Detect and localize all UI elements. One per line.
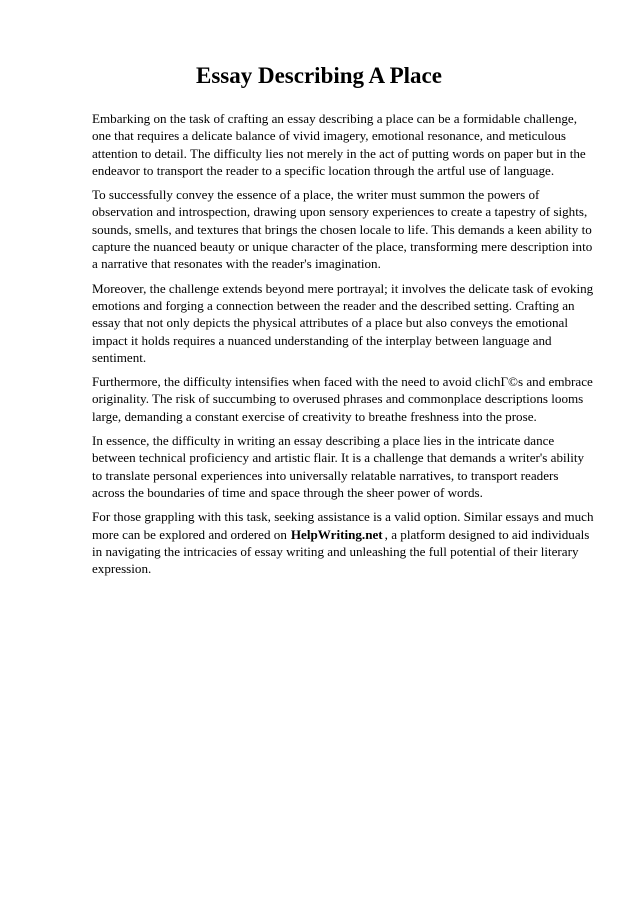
page-title: Essay Describing A Place: [196, 63, 442, 88]
closing-text-after: , a platform designed to aid individuals in navigating the intricacies of essay writing and unleashing the full potential of their literary expression.: [92, 526, 590, 577]
closing-paragraph: [92, 508, 594, 577]
paragraph-2: To successfully convey the essence of a place, the writer must summon the powers of observation and introspection, drawing upon sensory experiences to create a tapestry of sights, sounds, smells, and textures that brings the chosen locale to life. This demands a keen ability to capture the nuanced beauty or unique character of the place, transforming mere description into a narrative that resonates with the reader's imagination.: [92, 187, 593, 272]
paragraph-5: In essence, the difficulty in writing an essay describing a place lies in the intricate dance between technical proficiency and artistic flair. It is a challenge that demands a writer's ability to translate personal experiences into universally relatable narratives, to transport readers across the boundaries of time and space through the sheer power of words.: [92, 433, 585, 500]
paragraph-1: Embarking on the task of crafting an essay describing a place can be a formidable challenge, one that requires a delicate balance of vivid imagery, emotional resonance, and meticulous attention to detail. The difficulty lies not merely in the act of putting words on paper but in the endeavor to transport the reader to a specific location through the artful use of language.: [92, 111, 586, 178]
paragraph-4: Furthermore, the difficulty intensifies when faced with the need to avoid clichГ©s and embrace originality. The risk of succumbing to overused phrases and commonplace descriptions looms large, demanding a constant exercise of creativity to breathe freshness into the prose.: [92, 374, 593, 424]
brand-name: HelpWriting.net: [290, 526, 383, 542]
paragraph-3: Moreover, the challenge extends beyond mere portrayal; it involves the delicate task of evoking emotions and forging a connection between the reader and the described setting. Crafting an essay that not only depicts the physical attributes of a place but also conveys the emotional impact it holds requires a nuanced understanding of the interplay between language and sentiment.: [92, 280, 594, 365]
closing-text-before: For those grappling with this task, seeking assistance is a valid option. Similar essays and much more can be explored and ordered on: [92, 509, 594, 542]
